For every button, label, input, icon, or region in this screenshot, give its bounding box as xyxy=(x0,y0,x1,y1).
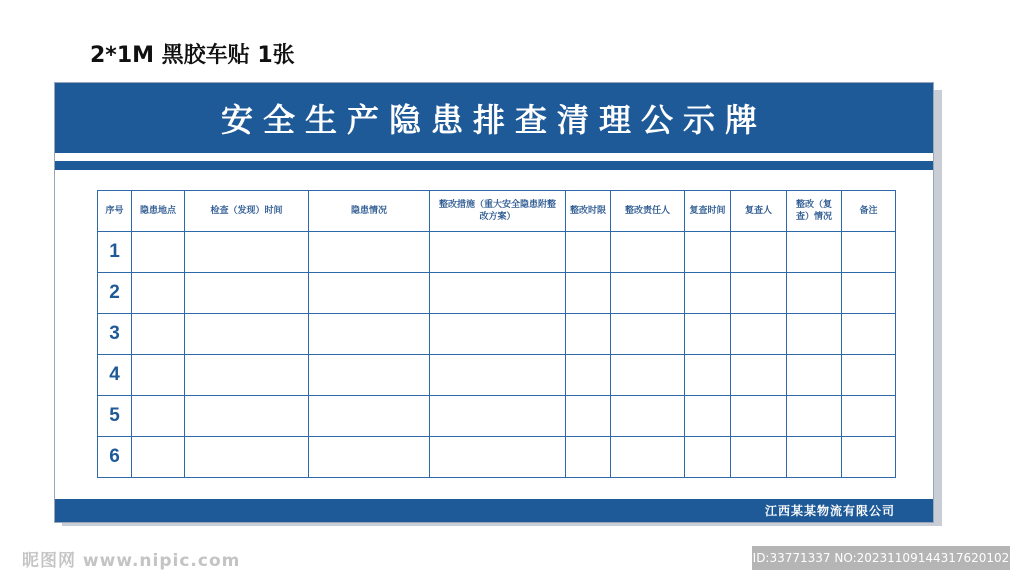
table-cell xyxy=(611,437,685,478)
table-cell xyxy=(430,273,566,314)
table-header-row xyxy=(98,191,896,232)
table-cell xyxy=(132,273,185,314)
board-footer xyxy=(55,499,933,522)
table-cell xyxy=(842,273,896,314)
image-id-watermark: ID:33771337 NO:20231109144317620102 xyxy=(752,546,1010,570)
table-row xyxy=(98,232,896,273)
notice-board xyxy=(54,82,934,523)
column-header: 检查（发现）时间 xyxy=(185,191,309,232)
table-cell xyxy=(731,355,787,396)
table-cell xyxy=(566,355,611,396)
table-cell xyxy=(430,314,566,355)
table-cell xyxy=(132,355,185,396)
table-cell xyxy=(611,396,685,437)
table-cell xyxy=(611,232,685,273)
column-header: 整改（复查）情况 xyxy=(787,191,842,232)
table-cell xyxy=(132,232,185,273)
table-cell xyxy=(566,314,611,355)
table-cell xyxy=(132,396,185,437)
table-cell xyxy=(132,314,185,355)
row-number: 1 xyxy=(98,232,132,273)
table-cell xyxy=(787,437,842,478)
row-number: 4 xyxy=(98,355,132,396)
table-cell xyxy=(566,396,611,437)
table-cell xyxy=(309,355,430,396)
table-cell xyxy=(309,232,430,273)
table-cell xyxy=(611,314,685,355)
column-header: 整改措施（重大安全隐患附整改方案） xyxy=(430,191,566,232)
table-cell xyxy=(430,232,566,273)
column-header: 序号 xyxy=(98,191,132,232)
table-cell xyxy=(685,273,731,314)
column-header: 备注 xyxy=(842,191,896,232)
table-cell xyxy=(842,437,896,478)
table-cell xyxy=(685,396,731,437)
table-cell xyxy=(787,232,842,273)
header-stripe xyxy=(55,161,933,170)
table-cell xyxy=(787,355,842,396)
table-cell xyxy=(842,314,896,355)
spec-label: 2*1M 黑胶车贴 1张 xyxy=(90,43,295,68)
column-header: 整改责任人 xyxy=(611,191,685,232)
table-cell xyxy=(787,314,842,355)
table-cell xyxy=(430,355,566,396)
table-cell xyxy=(185,437,309,478)
table-cell xyxy=(731,273,787,314)
site-watermark: 昵图网 www.nipic.com xyxy=(22,551,241,571)
column-header: 整改时限 xyxy=(566,191,611,232)
table-cell xyxy=(566,232,611,273)
table-cell xyxy=(309,396,430,437)
table-row xyxy=(98,273,896,314)
row-number: 5 xyxy=(98,396,132,437)
column-header: 隐患地点 xyxy=(132,191,185,232)
table-cell xyxy=(731,232,787,273)
board-header xyxy=(55,83,933,153)
inspection-table xyxy=(97,190,896,478)
table-cell xyxy=(185,273,309,314)
table-cell xyxy=(309,314,430,355)
table-cell xyxy=(611,273,685,314)
table-cell xyxy=(685,232,731,273)
table-cell xyxy=(685,437,731,478)
table-cell xyxy=(685,314,731,355)
column-header: 隐患情况 xyxy=(309,191,430,232)
table-cell xyxy=(685,355,731,396)
table-cell xyxy=(185,232,309,273)
table-cell xyxy=(430,437,566,478)
row-number: 6 xyxy=(98,437,132,478)
table-cell xyxy=(309,273,430,314)
table-row xyxy=(98,437,896,478)
board-title: 安全生产隐患排查清理公示牌 xyxy=(220,101,767,139)
column-header: 复查人 xyxy=(731,191,787,232)
table-cell xyxy=(787,396,842,437)
table-cell xyxy=(731,396,787,437)
table-cell xyxy=(132,437,185,478)
table-cell xyxy=(842,396,896,437)
table-cell xyxy=(731,437,787,478)
table-cell xyxy=(566,273,611,314)
row-number: 3 xyxy=(98,314,132,355)
company-name: 江西某某物流有限公司 xyxy=(764,504,895,518)
table-cell xyxy=(185,396,309,437)
table-cell xyxy=(842,232,896,273)
table-cell xyxy=(787,273,842,314)
table-cell xyxy=(185,314,309,355)
table-cell xyxy=(185,355,309,396)
column-header: 复查时间 xyxy=(685,191,731,232)
table-cell xyxy=(731,314,787,355)
table-row xyxy=(98,355,896,396)
table-cell xyxy=(430,396,566,437)
row-number: 2 xyxy=(98,273,132,314)
table-cell xyxy=(566,437,611,478)
table-row xyxy=(98,314,896,355)
table-cell xyxy=(309,437,430,478)
table-row xyxy=(98,396,896,437)
table-cell xyxy=(842,355,896,396)
table-cell xyxy=(611,355,685,396)
